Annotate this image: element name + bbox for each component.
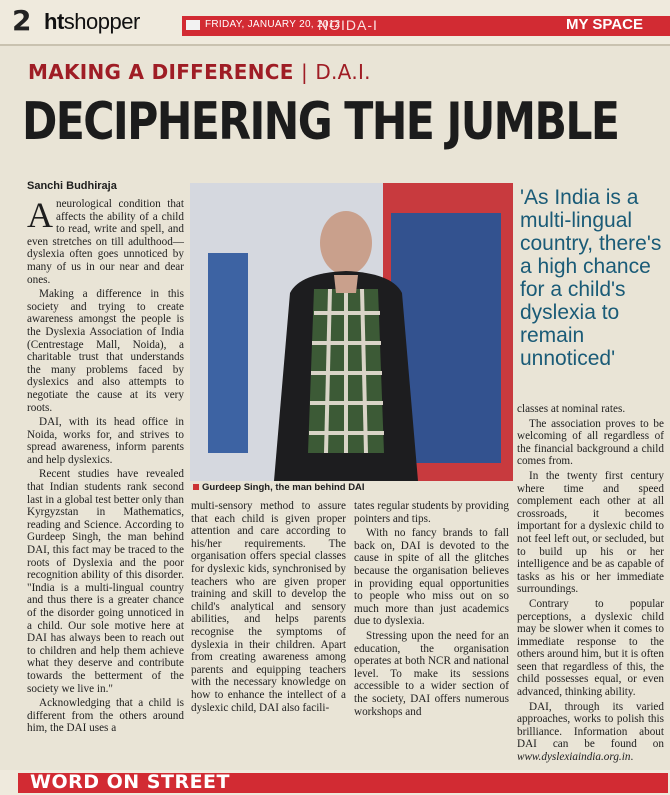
article-column-1 bbox=[27, 195, 184, 737]
paragraph: classes at nominal rates. bbox=[517, 403, 626, 415]
paragraph: Recent studies have revealed that Indian students rank second last in a global test better only than Kyrgyzstan in Mathematics, reading and Science. According to Gurdeep Singh, the man behind DAI, this fact may be traced to the roots of Dyslexia and the poor recognition ability of this disorder. "India is a multi-lingual country and thus there is a greater chance of the disorder going unnoticed in a child. Our sole motive here at DAI has always been to reach out to children and help them achieve what they deserve and contribute towards the betterment of the society we live in." bbox=[27, 468, 184, 695]
edition-label: NOIDA-I bbox=[318, 17, 378, 33]
pull-quote: 'As India is a multi-lingual country, there's a high chance for a child's dyslexia to remain unnoticed' bbox=[520, 186, 662, 370]
article-column-4 bbox=[517, 403, 664, 766]
person-figure bbox=[260, 203, 430, 481]
photo-caption: Gurdeep Singh, the man behind DAI bbox=[193, 482, 365, 493]
article-column-3 bbox=[354, 500, 509, 720]
paragraph: Acknowledging that a child is different from the others around him, the DAI uses a bbox=[27, 697, 184, 735]
article-headline: DECIPHERING THE JUMBLE bbox=[22, 92, 619, 152]
paragraph: With no fancy brands to fall back on, DAI is devoted to the cause in spite of all the glitches because the organisation believes in providing equal opportunities to people who miss out on so much more than just academics due to dyslexia. bbox=[354, 527, 509, 628]
page-number: 2 bbox=[12, 4, 32, 37]
next-section-label: WORD ON STREET bbox=[30, 771, 230, 793]
brand-logo bbox=[44, 9, 140, 35]
paragraph: Making a difference in this society and trying to create awareness amongst the people is the Dyslexia Association of India (Centrestage Mall, Noida), a charitable trust that understands the many problems faced by dyslexics and also attempts to negotiate the cause at its very roots. bbox=[27, 288, 184, 414]
drop-cap: A bbox=[27, 195, 53, 235]
article-column-2 bbox=[191, 500, 346, 716]
kicker-main: MAKING A DIFFERENCE bbox=[28, 60, 294, 84]
paragraph: DAI, with its head office in Noida, works for, and strives to spread awareness, inform parents and help dyslexics. bbox=[27, 416, 184, 466]
website-link[interactable]: www.dyslexiaindia.org.in bbox=[517, 751, 631, 764]
kicker-separator: | bbox=[301, 60, 309, 84]
brand-name: shopper bbox=[63, 9, 140, 34]
byline: Sanchi Budhiraja bbox=[27, 180, 117, 192]
paragraph: The association proves to be welcoming of all regardless of the financial background a child comes from. bbox=[517, 417, 664, 468]
paragraph: multi-sensory method to assure that each child is given proper attention and care according to his/her requirements. The organisation offers special classes for dyslexic kids, synchronised by teachers who are given proper training and skill to develop the child's analytical and sensory abilities, and helps parents recognise the symptoms of dyslexia in their children. Apart from creating awareness among parents and equipping teachers with the necessary knowledge on how to enhance the intellect of a dyslexic child, DAI also facili- bbox=[191, 500, 346, 714]
issue-date: FRIDAY, JANUARY 20, 2012 bbox=[205, 19, 341, 30]
article-kicker bbox=[28, 60, 371, 84]
paragraph: Aneurological condition that affects the ability of a child to read, write and spell, and even stretches on till adulthood—dyslexia often goes unnoticed by many of us in our near and dear ones. bbox=[27, 195, 184, 286]
paragraph: tates regular students by providing pointers and tips. bbox=[354, 500, 509, 525]
brand-prefix: ht bbox=[44, 9, 64, 34]
paragraph: Stressing upon the need for an education, the organisation operates at both NCR and national level. To make its sessions accessible to a wider section of the society, DAI offers numerous workshops and bbox=[354, 629, 509, 718]
kicker-sub: D.A.I. bbox=[315, 60, 371, 84]
paragraph: In the twenty first century where time and speed complement each other at all crossroads, it becomes important for a dyslexic child to not feel left out, or secluded, but to build up his or her intelligence and be as capable of tasks as his or her immediate surroundings. bbox=[517, 469, 664, 596]
article-photo bbox=[190, 183, 513, 481]
paragraph: Contrary to popular perceptions, a dyslexic child may be slower when it comes to immediate response to the others around him, but it is often seen that regardless of this, the child possesses equal, or even advanced, thinking ability. bbox=[517, 597, 664, 699]
caption-bullet-icon bbox=[193, 484, 199, 490]
section-label: MY SPACE bbox=[566, 16, 643, 33]
paragraph: DAI, through its varied approaches, works to polish this brilliance. Information about DAI can be found on www.dyslexiaindia.org.in. bbox=[517, 700, 664, 764]
flag-icon bbox=[186, 20, 200, 30]
